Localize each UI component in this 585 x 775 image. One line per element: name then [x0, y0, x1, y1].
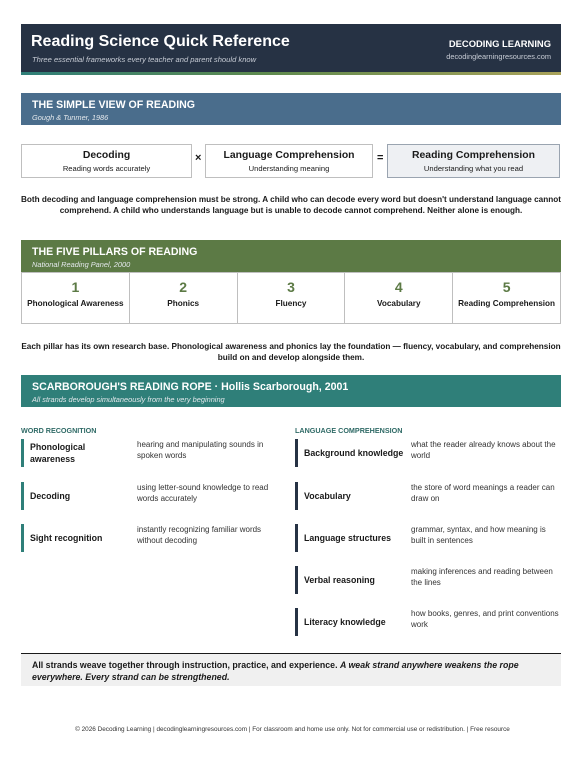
pillar-number: 3 — [287, 279, 295, 295]
strand-row — [21, 439, 264, 467]
svr-box-label: Decoding — [82, 150, 131, 161]
svr-box-label: Reading Comprehension — [412, 150, 535, 161]
pillar-label: Vocabulary — [377, 299, 421, 308]
pillar-label: Phonics — [167, 299, 200, 308]
pillars-explanation: Each pillar has its own research base. Phonological awareness and phonics lay the foundation — fluency, vocabulary, and comprehension build on and develop alongside them. — [21, 342, 561, 362]
pillar-card — [453, 273, 560, 323]
header-accent-stripe — [21, 72, 561, 75]
svr-citation: Gough & Tunmer, 1986 — [32, 113, 109, 122]
pillar-number: 5 — [502, 279, 511, 295]
strand-row — [21, 482, 269, 510]
strand-row — [295, 524, 546, 552]
strand-name: Phonological awareness — [30, 442, 86, 464]
word-recognition-heading: WORD RECOGNITION — [21, 426, 97, 435]
svr-box-sub: Understanding meaning — [248, 164, 330, 173]
strand-desc: grammar, syntax, and how meaning is built in sentences — [411, 525, 546, 545]
multiply-sign: × — [195, 152, 202, 164]
rope-summary-text — [32, 659, 552, 683]
pillars-grid — [21, 272, 561, 324]
pillars-citation: National Reading Panel, 2000 — [32, 260, 131, 269]
strand-desc: instantly recognizing familiar words without decoding — [137, 525, 262, 545]
page-header — [21, 24, 561, 72]
rope-summary-note — [21, 653, 561, 686]
strand-name: Language structures — [304, 533, 392, 543]
pillar-card — [130, 273, 238, 323]
strand-name: Decoding — [30, 491, 71, 501]
strand-name: Sight recognition — [30, 533, 103, 543]
pillar-card — [345, 273, 453, 323]
pillars-title: THE FIVE PILLARS OF READING — [32, 246, 198, 258]
svr-box-sub: Understanding what you read — [423, 164, 524, 173]
strand-name: Background knowledge — [304, 448, 404, 458]
pillar-card — [238, 273, 346, 323]
svr-box-label: Language Comprehension — [223, 150, 355, 161]
svr-decoding-box — [21, 144, 192, 178]
pillar-number: 1 — [71, 279, 80, 295]
language-comprehension-heading: LANGUAGE COMPREHENSION — [295, 426, 403, 435]
strand-desc: the store of word meanings a reader can draw on — [411, 483, 555, 503]
pillar-number: 4 — [394, 279, 403, 295]
svr-language-box — [205, 144, 373, 178]
pillar-number: 2 — [179, 279, 188, 295]
rope-section-header — [21, 375, 561, 407]
pillars-section-header — [21, 240, 561, 272]
strand-desc: how books, genres, and print conventions work — [411, 609, 559, 629]
page-subtitle: Three essential frameworks every teacher and parent should know — [32, 55, 257, 64]
strand-row — [295, 566, 553, 594]
rope-title: SCARBOROUGH'S READING ROPE · Hollis Scarborough, 2001 — [32, 381, 349, 393]
pillar-label: Fluency — [275, 299, 307, 308]
strand-row — [295, 608, 559, 636]
strand-row — [295, 439, 556, 467]
page-title: Reading Science Quick Reference — [31, 33, 290, 50]
equals-sign: = — [377, 152, 384, 164]
brand-url: decodinglearningresources.com — [446, 52, 551, 61]
pillar-label: Phonological Awareness — [27, 299, 124, 308]
svr-title: THE SIMPLE VIEW OF READING — [32, 99, 196, 111]
rope-summary-emphasis: A weak strand anywhere weakens the rope everywhere. Every strand can be strengthened. — [32, 660, 519, 682]
strand-name: Vocabulary — [304, 491, 351, 501]
strand-desc: making inferences and reading between the lines — [411, 567, 553, 587]
rope-subtitle: All strands develop simultaneously from the very beginning — [32, 395, 225, 404]
svr-box-sub: Reading words accurately — [62, 164, 151, 173]
brand-name: DECODING LEARNING — [448, 38, 551, 49]
svr-section-header — [21, 93, 561, 125]
rope-summary-plain: All strands weave together through instruction, practice, and experience. — [32, 660, 338, 670]
strand-name: Verbal reasoning — [304, 575, 375, 585]
pillar-label: Reading Comprehension — [458, 299, 556, 308]
strand-desc: hearing and manipulating sounds in spoken words — [137, 440, 264, 460]
strand-row — [21, 524, 262, 552]
strand-name: Literacy knowledge — [304, 617, 386, 627]
svr-result-box — [387, 144, 560, 178]
strand-desc: what the reader already knows about the world — [411, 440, 556, 460]
svr-explanation: Both decoding and language comprehension must be strong. A child who can decode every word but doesn't understand language cannot comprehend. A child who understands language but is unable to decode cannot comprehend. Neither alone is enough. — [21, 195, 561, 215]
pillar-card — [22, 273, 130, 323]
page-footer: © 2026 Decoding Learning | decodinglearningresources.com | For classroom and home use only. Not for commercial use or redistribution. | Free resource — [75, 726, 510, 733]
strand-row — [295, 482, 555, 510]
strand-desc: using letter-sound knowledge to read words accurately — [137, 483, 269, 503]
